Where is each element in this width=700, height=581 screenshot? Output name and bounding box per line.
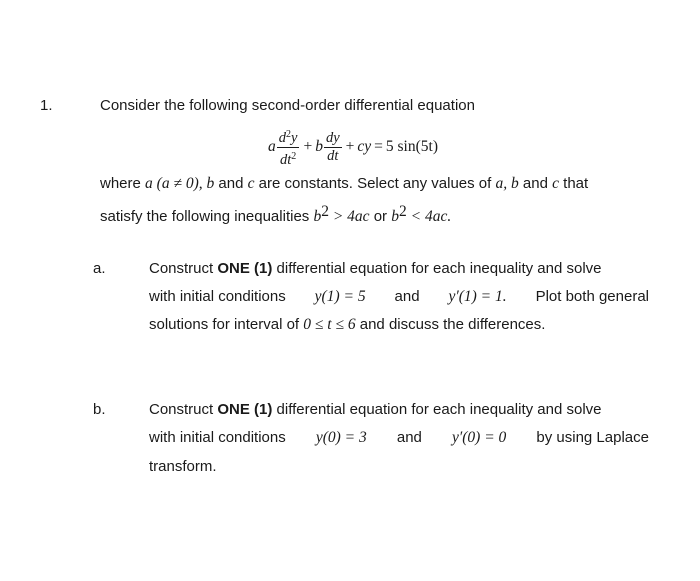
coef-b: b [315, 138, 323, 155]
differential-equation [268, 120, 438, 174]
second-derivative-denominator: $dt^2$ [279, 150, 297, 168]
part-b-line-3: transform. [149, 458, 217, 475]
question-intro: Consider the following second-order differential equation [100, 97, 475, 114]
first-derivative-fraction [324, 130, 342, 165]
first-derivative-denominator: dt [327, 147, 339, 164]
coef-a: a [268, 138, 276, 155]
part-a-line-3: solutions for interval of 0 ≤ t ≤ 6 and discuss the differences. [149, 316, 546, 333]
first-derivative-numerator: dy [325, 129, 340, 146]
part-a-label: a. [93, 260, 106, 277]
second-derivative-fraction [277, 126, 300, 169]
equals-sign: = [374, 138, 383, 155]
question-number: 1. [40, 97, 53, 114]
equation-rhs: 5 sin(5t) [385, 138, 438, 155]
part-b-line-2: with initial conditions y(0) = 3 and y′(0) = 0 by using Laplace [149, 429, 649, 446]
part-a-line-2: with initial conditions y(1) = 5 and y′(1) = 1. Plot both general [149, 288, 649, 305]
part-b-line-1: Construct ONE (1) differential equation for each inequality and solve [149, 401, 602, 418]
where-line: where a (a ≠ 0), b and c are constants. Select any values of a, b and c that [100, 175, 589, 192]
plus-sign: + [303, 138, 313, 155]
satisfy-line: satisfy the following inequalities $b^2 > 4ac$ or $b^2 < 4ac$. [100, 203, 452, 225]
plus-sign: + [345, 138, 355, 155]
part-b-label: b. [93, 401, 106, 418]
part-a-line-1: Construct ONE (1) differential equation for each inequality and solve [149, 260, 602, 277]
term-cy: cy [357, 138, 372, 155]
second-derivative-numerator: $d^2y$ [277, 126, 300, 148]
